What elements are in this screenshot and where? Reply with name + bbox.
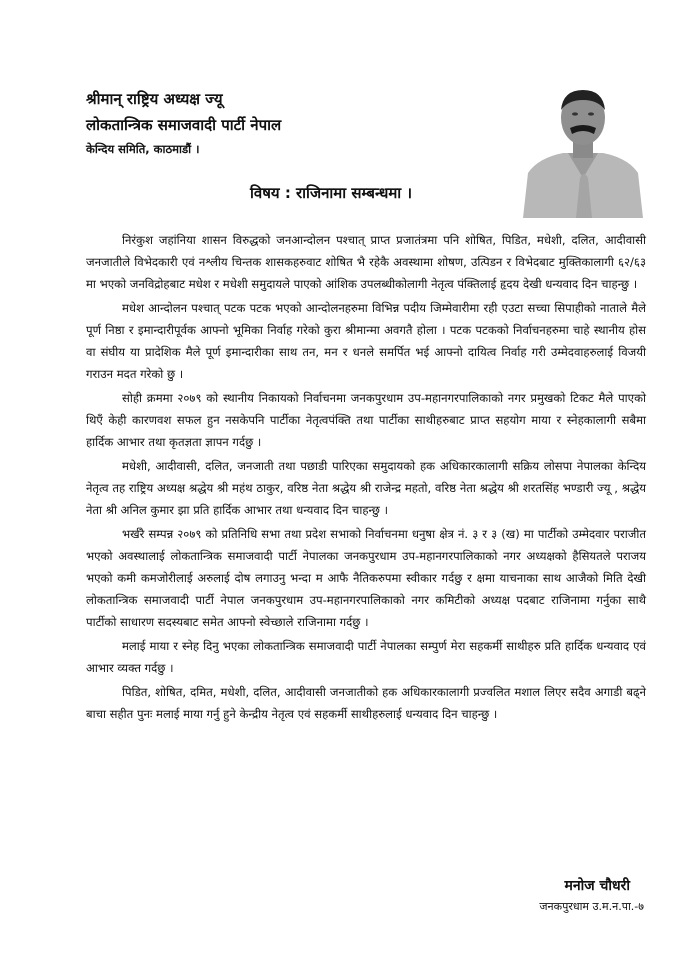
addressee-block bbox=[86, 86, 281, 160]
portrait-photo-graphic bbox=[518, 78, 648, 218]
paragraph: मधेश आन्दोलन पश्चात् पटक पटक भएको आन्दोलनहरुमा विभिन्न पदीय जिम्मेवारीमा रही एउटा सच्चा सिपाहीको नाताले मैले पूर्ण निष्ठा र इमान्दारीपूर्वक आफ्नो भूमिका निर्वाह गरेको कुरा श्रीमान्मा अवगतै होला । पटक पटकको निर्वाचनहरुमा चाहे स्थानीय होस वा संघीय या प्रादेशिक मैले पूर्ण इमान्दारीका साथ तन, मन र धनले समर्पित भई आफ्नो दायित्व निर्वाह गरी उम्मेदवाहरुलाई विजयी गराउन मदत गरेको छु । bbox=[86, 301, 646, 381]
signature-block bbox=[539, 875, 644, 917]
paragraph: सोही क्रममा २०७९ को स्थानीय निकायको निर्वाचनमा जनकपुरधाम उप-महानगरपालिकाको नगर प्रमुखको टिकट मैले पाएको थिएँ केही कारणवश सफल हुन नसकेपनि पार्टीका नेतृत्वपंक्ति तथा पार्टीका साथीहरुबाट प्राप्त सहयोग माया र स्नेहकालागी सबैमा हार्दिक आभार तथा कृतज्ञता ज्ञापन गर्दछु । bbox=[86, 391, 646, 449]
letter-body bbox=[86, 229, 646, 727]
paragraph: मधेशी, आदीवासी, दलित, जनजाती तथा पछाडी पारिएका समुदायको हक अधिकारकालागी सक्रिय लोसपा नेपालका केन्दिय नेतृत्व तह राष्ट्रिय अध्यक्ष श्रद्धेय श्री महंथ ठाकुर, वरिष्ठ नेता श्रद्धेय श्री राजेन्द्र महतो, वरिष्ठ नेता श्रद्धेय श्री शरतसिंह भण्डारी ज्यू , श्रद्धेय नेता श्री अनिल कुमार झा प्रति हार्दिक आभार तथा धन्यवाद दिन चाहन्छु । bbox=[86, 459, 646, 517]
portrait-photo bbox=[518, 78, 648, 218]
signatory-name: मनोज चौधरी bbox=[564, 878, 630, 894]
addressee-office: केन्दिय समिति, काठमाडौं । bbox=[86, 142, 200, 156]
signatory-place: जनकपुरधाम उ.म.न.पा.-७ bbox=[539, 900, 644, 913]
letter-subject: विषय : राजिनामा सम्बन्धमा । bbox=[250, 184, 413, 202]
addressee-party: लोकतान्त्रिक समाजवादी पार्टी नेपाल bbox=[86, 116, 282, 134]
paragraph: पिडित, शोषित, दमित, मधेशी, दलित, आदीवासी जनजातीको हक अधिकारकालागी प्रज्वलित मशाल लिएर सदैव अगाडी बढ्ने बाचा सहीत पुनः मलाई माया गर्नु हुने केन्द्रीय नेतृत्व एवं सहकर्मी साथीहरुलाई धन्यवाद दिन चाहन्छु । bbox=[86, 685, 646, 721]
addressee-title: श्रीमान् राष्ट्रिय अध्यक्ष ज्यू bbox=[86, 90, 223, 108]
paragraph: मलाई माया र स्नेह दिनु भएका लोकतान्त्रिक समाजवादी पार्टी नेपालका सम्पुर्ण मेरा सहकर्मी साथीहरु प्रति हार्दिक धन्यवाद एवं आभार व्यक्त गर्दछु । bbox=[86, 639, 646, 675]
paragraph: निरंकुश जहांनिया शासन विरुद्धको जनआन्दोलन पश्चात् प्राप्त प्रजातंत्रमा पनि शोषित, पिडित, मधेशी, दलित, आदीवासी जनजातीले विभेदकारी एवं नश्लीय चिन्तक शासकहरुवाट शोषित भै रहेकै अवस्थामा शोषण, उत्पिडन र विभेदबाट मुक्तिकालागी ६२/६३ मा भएको जनविद्रोहबाट मधेश र मधेशी समुदायले पाएको आंशिक उपलब्धीकोलागी नेतृत्व पंक्तिलाई हृदय देखी धन्यवाद दिन चाहन्छु । bbox=[86, 233, 646, 291]
paragraph: भर्खरै सम्पन्न २०७९ को प्रतिनिधि सभा तथा प्रदेश सभाको निर्वाचनमा धनुषा क्षेत्र नं. ३ र ३ (ख) मा पार्टीको उम्मेदवार पराजीत भएको अवस्थालाई लोकतान्त्रिक समाजवादी पार्टी नेपालका जनकपुरधाम उप-महानगरपालिकाको नगर अध्यक्षको हैसियतले पराजय भएको कमी कमजोरीलाई अरुलाई दोष लगाउनु भन्दा म आफै नैतिकरुपमा स्वीकार गर्दछु र क्षमा याचनाका साथ आजैको मिति देखी लोकतान्त्रिक समाजवादी पार्टी नेपाल जनकपुरधाम उप-महानगरपालिकाको नगर कमिटीको अध्यक्ष पदबाट राजिनामा गर्नुका साथै पार्टीको साधारण सदस्यबाट समेत आफ्नो स्वेच्छाले राजिनामा गर्दछु । bbox=[86, 527, 646, 629]
